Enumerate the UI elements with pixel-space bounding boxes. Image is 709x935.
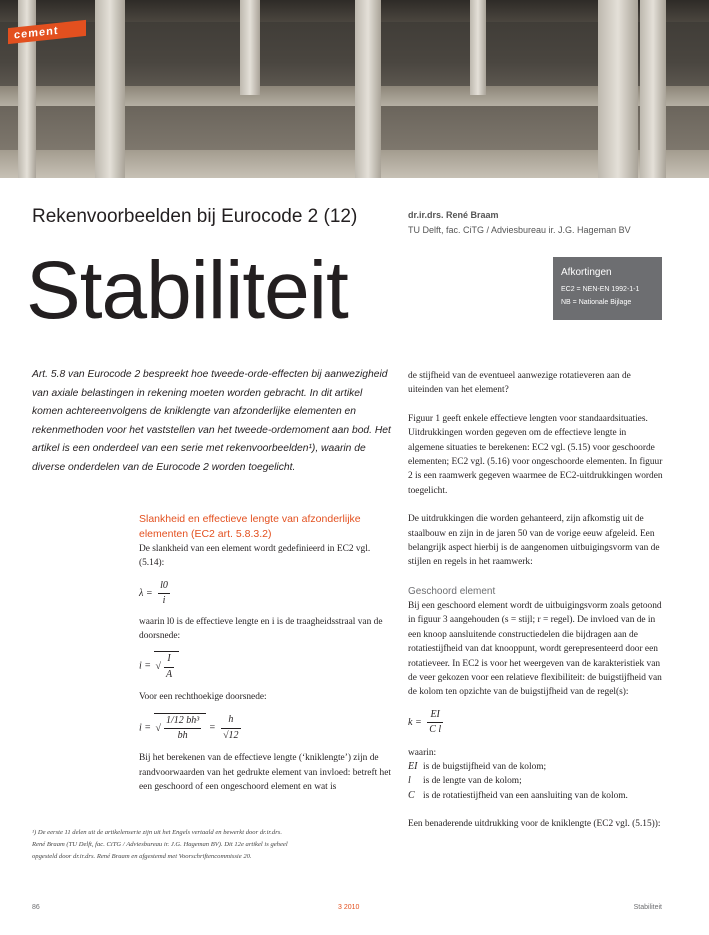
page-number: 86 [32, 904, 40, 911]
header-photo [0, 0, 709, 178]
abbreviation-line: EC2 = NEN-EN 1992-1-1 [561, 286, 640, 293]
equation-flexibility: k = $\frac{EI}{\text{C l}}$ [408, 708, 442, 736]
footer-section: Stabiliteit [633, 904, 662, 911]
intro-text: Art. 5.8 van Eurocode 2 bespreekt hoe tweede-orde-effecten bij aanwezigheid van axiale belastingen in rekening moeten worden gebracht. In dit artikel komen achtereenvolgens de kniklengte van afzonderlijke elementen en rekenmethoden voor het vaststellen van het tweede-ordemoment aan bod. Het artikel is een onderdeel van een serie met rekenvoorbeelden¹), waarin de diverse onderdelen van de Eurocode 2 worden toegelicht. [32, 369, 391, 473]
footnote: ¹) De eerste 11 delen uit de artikelenserie zijn uit het Engels vertaald en bewerkt door dr.ir.drs. René Braam (TU Delft, fac. CiTG / Adviesbureau ir. J.G. Hageman BV). Dit 12e artikel is geheel opgesteld door dr.ir.drs. René Braam en afgestemd met Voorschriftencommissie 20. [32, 829, 288, 860]
where-label: waarin: [408, 747, 437, 758]
author-name: dr.ir.drs. René Braam [408, 210, 499, 220]
section-heading-slankheid: Slankheid en effectieve lengte van afzonderlijke elementen (EC2 art. 5.8.3.2) [139, 513, 361, 540]
paragraph: Voor een rechthoekige doorsnede: [139, 692, 267, 703]
intro-paragraph [32, 366, 396, 477]
paragraph: De uitdrukkingen die worden gehanteerd, zijn afkomstig uit de staalbouw en zijn in de jaren 50 van de vorige eeuw afgeleid. Een belangrijk aspect hierbij is de aangenomen uitbuigingsvorm van de stijlen en regels in het raamwerk: [408, 514, 660, 568]
paragraph: waarin l0 is de effectieve lengte en i is de traagheidsstraal van de doorsnede: [139, 616, 383, 642]
paragraph: Bij een geschoord element wordt de uitbuigingsvorm zoals getoond in figuur 3 aangehouden (s = stijl; r = regel). De invloed van de in een knoop aansluitende constructiedelen die bijdragen aan de rotatiestijfheid van dat knooppunt, wordt gerepresenteerd door een rotatieveer. In EC2 is voor het weergeven van de karakteristiek van de veer gekozen voor een relatieve flexibiliteit: de buigstijfheid van de kolom ten opzichte van de buigstijfheid van de regel(s): [408, 600, 662, 698]
paragraph: de stijfheid van de eventueel aanwezige rotatieveren aan de uiteinden van het element? [408, 371, 631, 396]
paragraph: De slankheid van een element wordt gedefinieerd in EC2 vgl. (5.14): [139, 544, 371, 569]
page-title: Stabiliteit [26, 245, 348, 336]
definition-item: l is de lengte van de kolom; [408, 775, 522, 787]
left-column [139, 512, 394, 795]
paragraph: Figuur 1 geeft enkele effectieve lengten voor standaardsituaties. Uitdrukkingen worden gegeven om de effectieve lengte in algemene situaties te berekenen: EC2 vgl. (5.15) voor geschoorde elementen; EC2 vgl. (5.16) voor ongeschoorde elementen. In figuur 2 is een raamwerk gegeven waarmee de EC2-uitdrukkingen worden toegelicht. [408, 413, 663, 496]
magazine-logo: cement [8, 20, 86, 44]
abbreviation-line: NB = Nationale Bijlage [561, 299, 632, 306]
section-heading-geschoord: Geschoord element [408, 585, 496, 597]
series-title: Rekenvoorbeelden bij Eurocode 2 (12) [32, 206, 358, 227]
paragraph: Een benaderende uitdrukking voor de kniklengte (EC2 vgl. (5.15)): [408, 819, 661, 830]
right-column [408, 369, 663, 832]
equation-rectangular: i = √ $\frac{\text{1/12 bh³}}{bh}$ = $\frac{h}{√12}$ [139, 713, 394, 744]
equation-radius-gyration: i = √ $\frac{I}{A}$ [139, 651, 394, 682]
definition-item: C is de rotatiestijfheid van een aansluiting van de kolom. [408, 789, 628, 801]
definition-list [408, 760, 663, 803]
definition-item: EI is de buigstijfheid van de kolom; [408, 760, 547, 772]
issue-number: 3 2010 [338, 904, 360, 911]
abbreviations-heading: Afkortingen [561, 267, 612, 278]
equation-slenderness: λ = $\frac{l0}{i}$ [139, 579, 168, 607]
author-affiliation: TU Delft, fac. CiTG / Adviesbureau ir. J.G. Hageman BV [408, 225, 631, 235]
abbreviations-box [553, 257, 662, 320]
paragraph: Bij het berekenen van de effectieve lengte (‘kniklengte’) zijn de randvoorwaarden van het gedrukte element van invloed: betreft het een geschoord of een ongeschoord element en wat is [139, 753, 391, 793]
